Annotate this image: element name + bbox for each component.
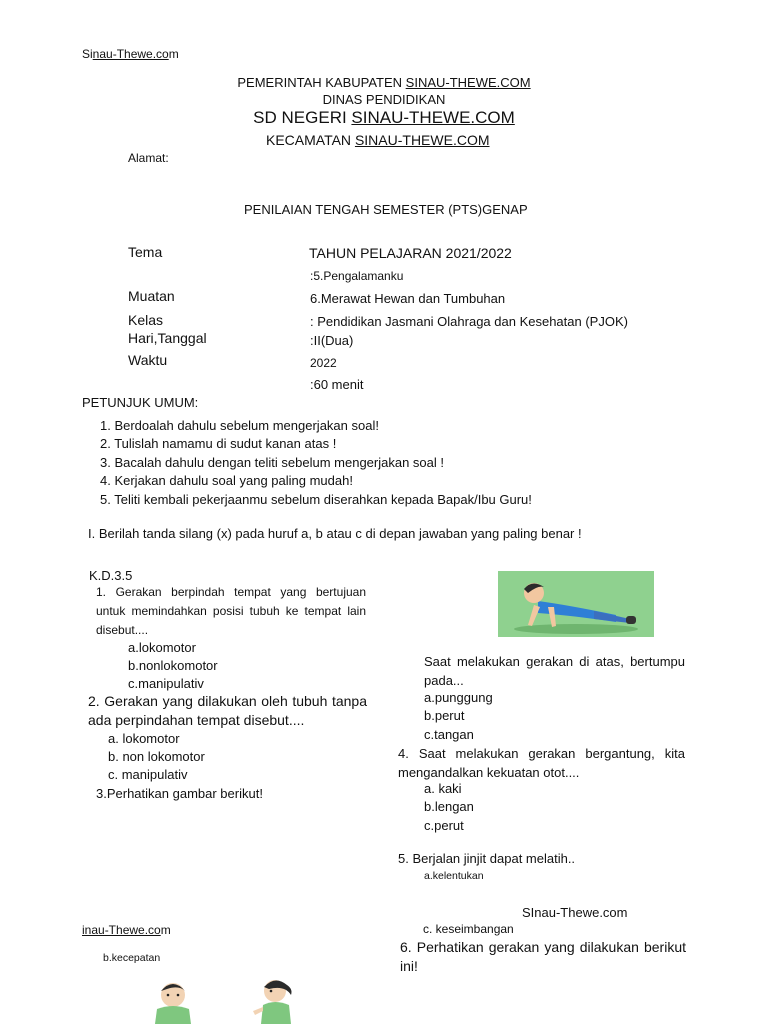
watermark-top: Sinau-Thewe.com xyxy=(82,47,179,61)
tema-label: Tema xyxy=(128,244,163,260)
question-5-text: 5. Berjalan jinjit dapat melatih.. xyxy=(398,851,576,866)
q4-option-b[interactable]: b.lengan xyxy=(424,799,474,814)
muatan-label: Muatan xyxy=(128,288,175,304)
exam-title: PENILAIAN TENGAH SEMESTER (PTS)GENAP xyxy=(244,202,528,217)
q3-option-c[interactable]: c.tangan xyxy=(424,727,474,742)
alamat-label: Alamat: xyxy=(128,151,169,165)
q5-option-a[interactable]: a.kelentukan xyxy=(424,870,484,882)
hari-tanggal-label: Hari,Tanggal xyxy=(128,330,207,346)
children-image xyxy=(145,975,315,1024)
petunjuk-item-3: 3. Bacalah dahulu dengan teliti sebelum mengerjakan soal ! xyxy=(100,455,445,470)
muatan-value: : Pendidikan Jasmani Olahraga dan Kesehatan (PJOK) xyxy=(310,314,628,329)
question-2-text: 2. Gerakan yang dilakukan oleh tubuh tanpa ada perpindahan tempat disebut.... xyxy=(88,693,367,728)
q3-option-a[interactable]: a.punggung xyxy=(424,690,493,705)
petunjuk-title: PETUNJUK UMUM: xyxy=(82,395,199,410)
pushup-image xyxy=(498,571,654,637)
header-line-1: PEMERINTAH KABUPATEN SINAU-THEWE.COM xyxy=(237,75,531,90)
kelas-value: :II(Dua) xyxy=(310,333,354,348)
subtema-value: 6.Merawat Hewan dan Tumbuhan xyxy=(310,291,506,306)
waktu-label: Waktu xyxy=(128,352,168,368)
question-3-continuation: Saat melakukan gerakan di atas, bertumpu pada... xyxy=(424,654,685,688)
school-name: SD NEGERI SINAU-THEWE.COM xyxy=(253,108,515,127)
q2-option-c[interactable]: c. manipulativ xyxy=(108,767,188,782)
header-line-2: DINAS PENDIDIKAN xyxy=(322,92,446,107)
school-link[interactable]: SINAU-THEWE.COM xyxy=(351,108,515,127)
q1-option-c[interactable]: c.manipulativ xyxy=(128,676,204,691)
q5-option-b[interactable]: b.kecepatan xyxy=(103,952,161,964)
petunjuk-item-4: 4. Kerjakan dahulu soal yang paling mudah! xyxy=(100,473,353,488)
section-instruction: I. Berilah tanda silang (x) pada huruf a, b atau c di depan jawaban yang paling benar ! xyxy=(88,526,582,541)
petunjuk-item-1: 1. Berdoalah dahulu sebelum mengerjakan soal! xyxy=(100,418,379,433)
q4-option-a[interactable]: a. kaki xyxy=(424,781,462,796)
watermark-mid-right: SInau-Thewe.com xyxy=(522,905,628,920)
waktu-value: :60 menit xyxy=(310,377,364,392)
watermark-bottom-left: inau-Thewe.com xyxy=(82,923,171,937)
question-4-text: 4. Saat melakukan gerakan bergantung, kita mengandalkan kekuatan otot.... xyxy=(398,746,685,780)
q1-option-a[interactable]: a.lokomotor xyxy=(128,640,196,655)
tanggal-value: 2022 xyxy=(310,356,337,370)
q2-option-a[interactable]: a. lokomotor xyxy=(108,731,180,746)
q1-option-b[interactable]: b.nonlokomotor xyxy=(128,658,218,673)
tahun-pelajaran: TAHUN PELAJARAN 2021/2022 xyxy=(309,245,512,261)
question-3-text: 3.Perhatikan gambar berikut! xyxy=(96,786,263,801)
q4-option-c[interactable]: c.perut xyxy=(424,818,464,833)
q5-option-c[interactable]: c. keseimbangan xyxy=(423,922,514,936)
q3-option-b[interactable]: b.perut xyxy=(424,708,465,723)
kelas-label: Kelas xyxy=(128,312,164,328)
header-line-4: KECAMATAN SINAU-THEWE.COM xyxy=(266,132,490,148)
tema-value: :5.Pengalamanku xyxy=(310,269,404,283)
kd-label: K.D.3.5 xyxy=(89,568,133,583)
question-1-text: 1. Gerakan berpindah tempat yang bertujuan untuk memindahkan posisi tubuh ke tempat lain disebut.... xyxy=(96,585,366,637)
question-6-text: 6. Perhatikan gerakan yang dilakukan berikut ini! xyxy=(400,939,686,974)
header-link-1[interactable]: SINAU-THEWE.COM xyxy=(405,75,531,90)
petunjuk-item-5: 5. Teliti kembali pekerjaanmu sebelum diserahkan kepada Bapak/Ibu Guru! xyxy=(100,492,532,507)
petunjuk-item-2: 2. Tulislah namamu di sudut kanan atas ! xyxy=(100,436,337,451)
q2-option-b[interactable]: b. non lokomotor xyxy=(108,749,205,764)
kecamatan-link[interactable]: SINAU-THEWE.COM xyxy=(354,132,490,148)
